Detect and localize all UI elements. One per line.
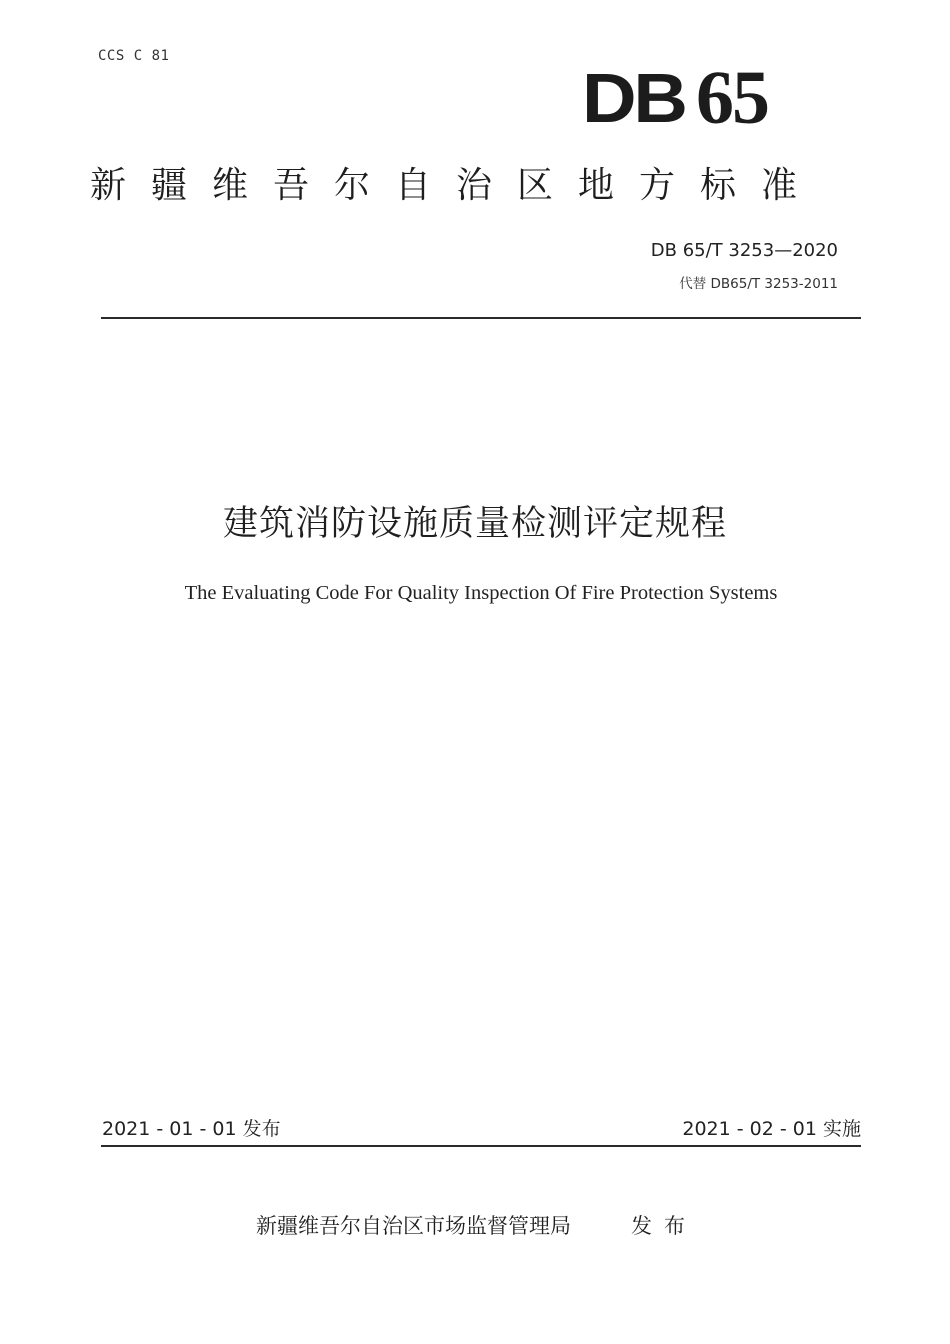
db-logo — [578, 58, 792, 138]
standard-category: 新疆维吾尔自治区地方标准 — [90, 165, 823, 206]
replaced-standard: 代替 DB65/T 3253-2011 — [679, 276, 838, 292]
db-logo-number: 65 — [696, 56, 768, 140]
issuing-authority: 新疆维吾尔自治区市场监督管理局 — [256, 1214, 571, 1238]
issue-date: 2021 - 01 - 01 发布 — [102, 1118, 281, 1140]
standard-number: DB 65/T 3253—2020 — [650, 240, 838, 261]
bottom-divider — [101, 1145, 861, 1147]
db-logo-letters: DB — [582, 59, 685, 137]
document-title-english: The Evaluating Code For Quality Inspection Of Fire Protection Systems — [184, 582, 778, 604]
issuing-action: 发布 — [631, 1214, 697, 1238]
ccs-code: CCS C 81 — [98, 48, 170, 64]
implementation-date: 2021 - 02 - 01 实施 — [682, 1118, 861, 1140]
top-divider — [101, 317, 861, 319]
document-title-chinese: 建筑消防设施质量检测评定规程 — [222, 504, 727, 544]
